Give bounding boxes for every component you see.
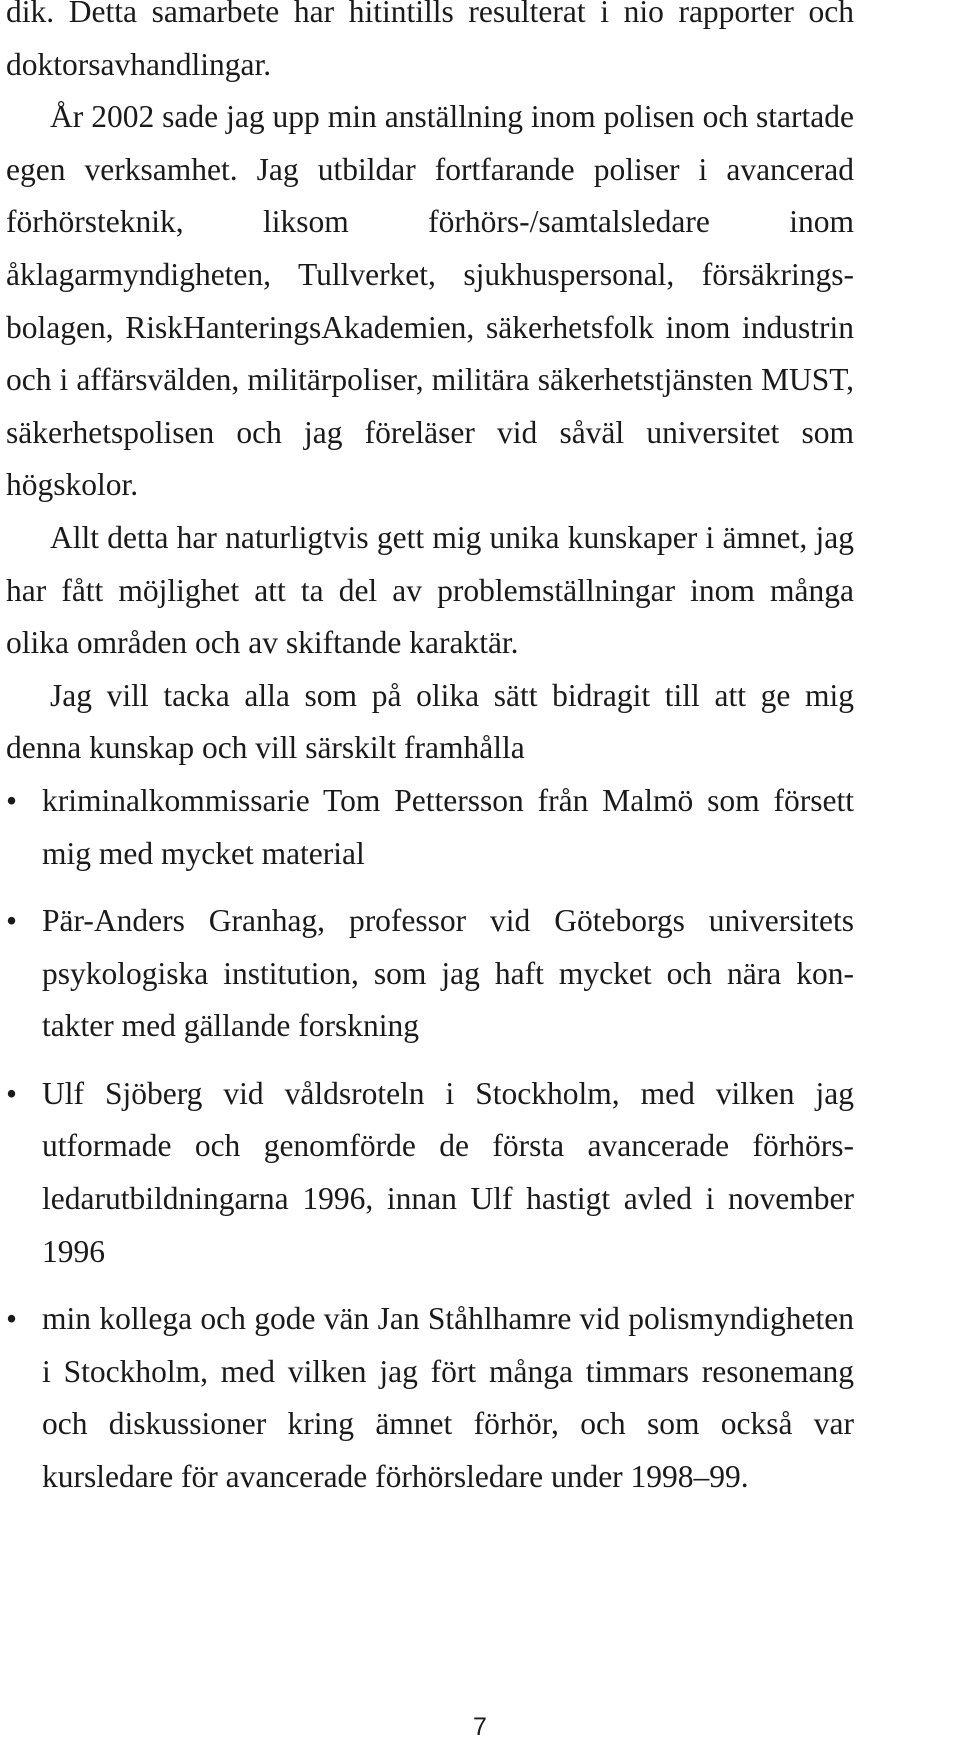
- page-number: 7: [473, 1713, 487, 1741]
- list-item-text: min kollega och gode vän Jan Ståhlhamre vid polismyndigheten i Stockholm, med vilken jag fört många timmars resonemang och diskussioner kring ämnet förhör, och som också var kursledare för avancerade förhörsledare under 1998–99.: [42, 1301, 854, 1495]
- paragraph-knowledge: Allt detta har naturligtvis gett mig unika kunskaper i ämnet, jag har fått möjlighet att ta del av problemställningar inom många olika områden och av skiftande karaktär.: [6, 519, 854, 661]
- paragraph-employment: År 2002 sade jag upp min anställning inom polisen och startade egen verksamhet. Jag utbildar fortfarande poliser i avancerad förhörsteknik, liksom förhörs-/samtalsledare inom åklagarmyndigheten, Tullverket, sjukhuspersonal, försäkringsbolagen, RiskHanteringsAkademien, säkerhetsfolk inom industrin och i affärsvälden, militärpoliser, militära säkerhetstjänsten MUST, säkerhetspolisen och jag föreläser vid såväl universitet som högskolor.: [6, 99, 854, 503]
- paragraph-thanks: Jag vill tacka alla som på olika sätt bidragit till att ge mig denna kunskap och vill särskilt framhålla: [6, 677, 854, 766]
- paragraph-continuation: dik. Detta samarbete har hitintills resulterat i nio rapporter och doktorsavhandlingar.: [6, 0, 854, 82]
- body-text: [6, 0, 854, 1504]
- list-item-text: Ulf Sjöberg vid våldsroteln i Stockholm, med vilken jag utformade och genomförde de första avancerade förhörsledarutbildningarna 1996, innan Ulf hastigt avled i november 1996: [42, 1075, 854, 1269]
- bullet-icon: •: [6, 903, 18, 939]
- list-item-text: Pär-Anders Granhag, professor vid Göteborgs universitets psykologiska institution, som jag haft mycket och nära kontakter med gällande forskning: [42, 903, 854, 1044]
- list-item: [6, 775, 854, 880]
- list-item-text: kriminalkommissarie Tom Pettersson från Malmö som försett mig med mycket material: [42, 782, 854, 871]
- bullet-icon: •: [6, 1301, 18, 1337]
- acknowledgement-list: [6, 775, 854, 1504]
- list-item: [6, 895, 854, 1053]
- bullet-icon: •: [6, 782, 18, 818]
- bullet-icon: •: [6, 1075, 18, 1111]
- list-item: [6, 1293, 854, 1503]
- list-item: [6, 1068, 854, 1278]
